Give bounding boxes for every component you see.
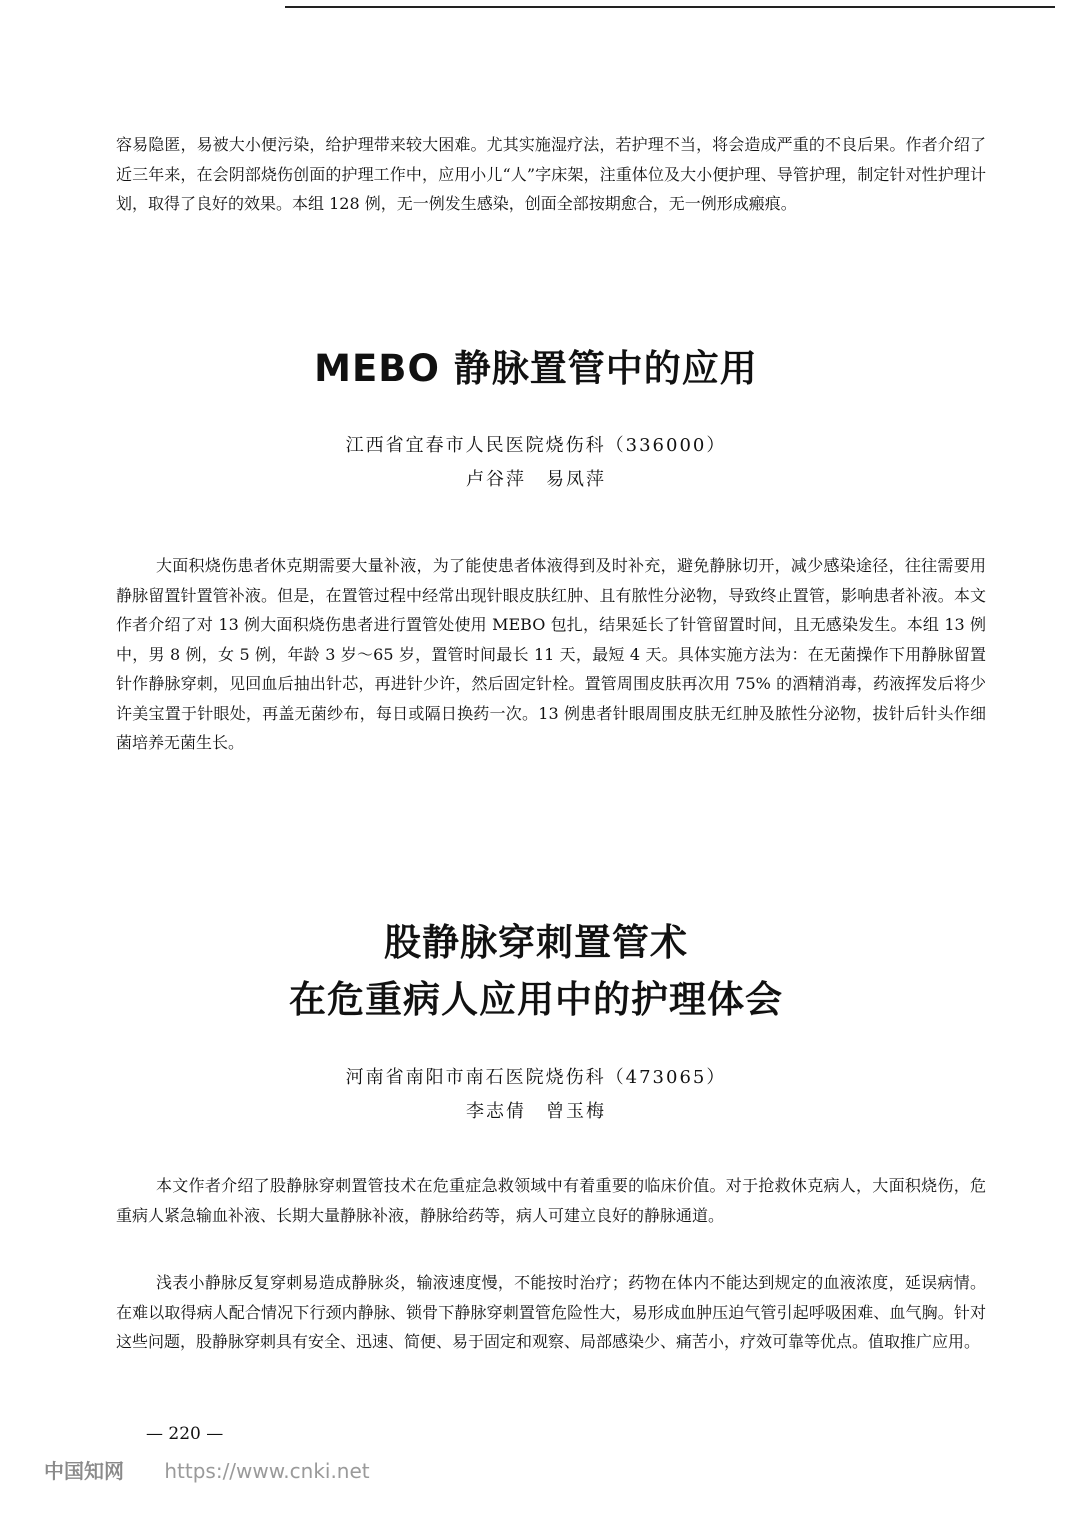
article1-affiliation: 江西省宜春市人民医院烧伤科（336000） [345, 435, 727, 456]
top-rule [285, 6, 1055, 8]
article1-authors: 卢谷萍 易凤萍 [466, 469, 606, 490]
article2-authors: 李志倩 曾玉梅 [466, 1101, 606, 1122]
cnki-watermark [44, 1455, 370, 1484]
page-number: — 220 — [146, 1424, 224, 1444]
article2-paragraph-1: 本文作者介绍了股静脉穿刺置管技术在危重症急救领域中有着重要的临床价值。对于抢救休克病人，大面积烧伤，危重病人紧急输血补液、长期大量静脉补液，静脉给药等，病人可建立良好的静脉通道。 [116, 1176, 986, 1225]
watermark-url: https://www.cnki.net [164, 1459, 370, 1483]
article1-body: 大面积烧伤患者休克期需要大量补液，为了能使患者体液得到及时补充，避免静脉切开，减少感染途径，往往需要用静脉留置针置管补液。但是，在置管过程中经常出现针眼皮肤红肿、且有脓性分泌物，导致终止置管，影响患者补液。本文作者介绍了对 13 例大面积烧伤患者进行置管处使用 MEBO 包扎，结果延长了针管留置时间，且无感染发生。本组 13 例中，男 8 例，女 5 例，年龄 3 岁～65 岁，置管时间最长 11 天，最短 4 天。具体实施方法为：在无菌操作下用静脉留置针作静脉穿刺，见回血后抽出针芯，再进针少许，然后固定针栓。置管周围皮肤再次用 75% 的酒精消毒，药液挥发后将少许美宝置于针眼处，再盖无菌纱布，每日或隔日换药一次。13 例患者针眼周围皮肤无红肿及脓性分泌物，拔针后针头作细菌培养无菌生长。 [116, 556, 986, 752]
article2-title-line1: 股静脉穿刺置管术 [384, 921, 688, 964]
article2-paragraph-2: 浅表小静脉反复穿刺易造成静脉炎，输液速度慢，不能按时治疗；药物在体内不能达到规定的血液浓度，延误病情。在难以取得病人配合情况下行颈内静脉、锁骨下静脉穿刺置管危险性大，易形成血肿压迫气管引起呼吸困难、血气胸。针对这些问题，股静脉穿刺具有安全、迅速、简便、易于固定和观察、局部感染少、痛苦小，疗效可靠等优点。值取推广应用。 [116, 1273, 986, 1351]
intro-paragraph: 容易隐匿，易被大小便污染，给护理带来较大困难。尤其实施湿疗法，若护理不当，将会造成严重的不良后果。作者介绍了近三年来，在会阴部烧伤创面的护理工作中，应用小儿“人”字床架，注重体位及大小便护理、导管护理，制定针对性护理计划，取得了良好的效果。本组 128 例，无一例发生感染，创面全部按期愈合，无一例形成瘢痕。 [116, 135, 986, 213]
article1-title: MEBO 静脉置管中的应用 [314, 347, 758, 390]
watermark-site-name: 中国知网 [44, 1459, 124, 1483]
article2-affiliation: 河南省南阳市南石医院烧伤科（473065） [345, 1067, 727, 1088]
article2-title-line2: 在危重病人应用中的护理体会 [289, 978, 783, 1021]
